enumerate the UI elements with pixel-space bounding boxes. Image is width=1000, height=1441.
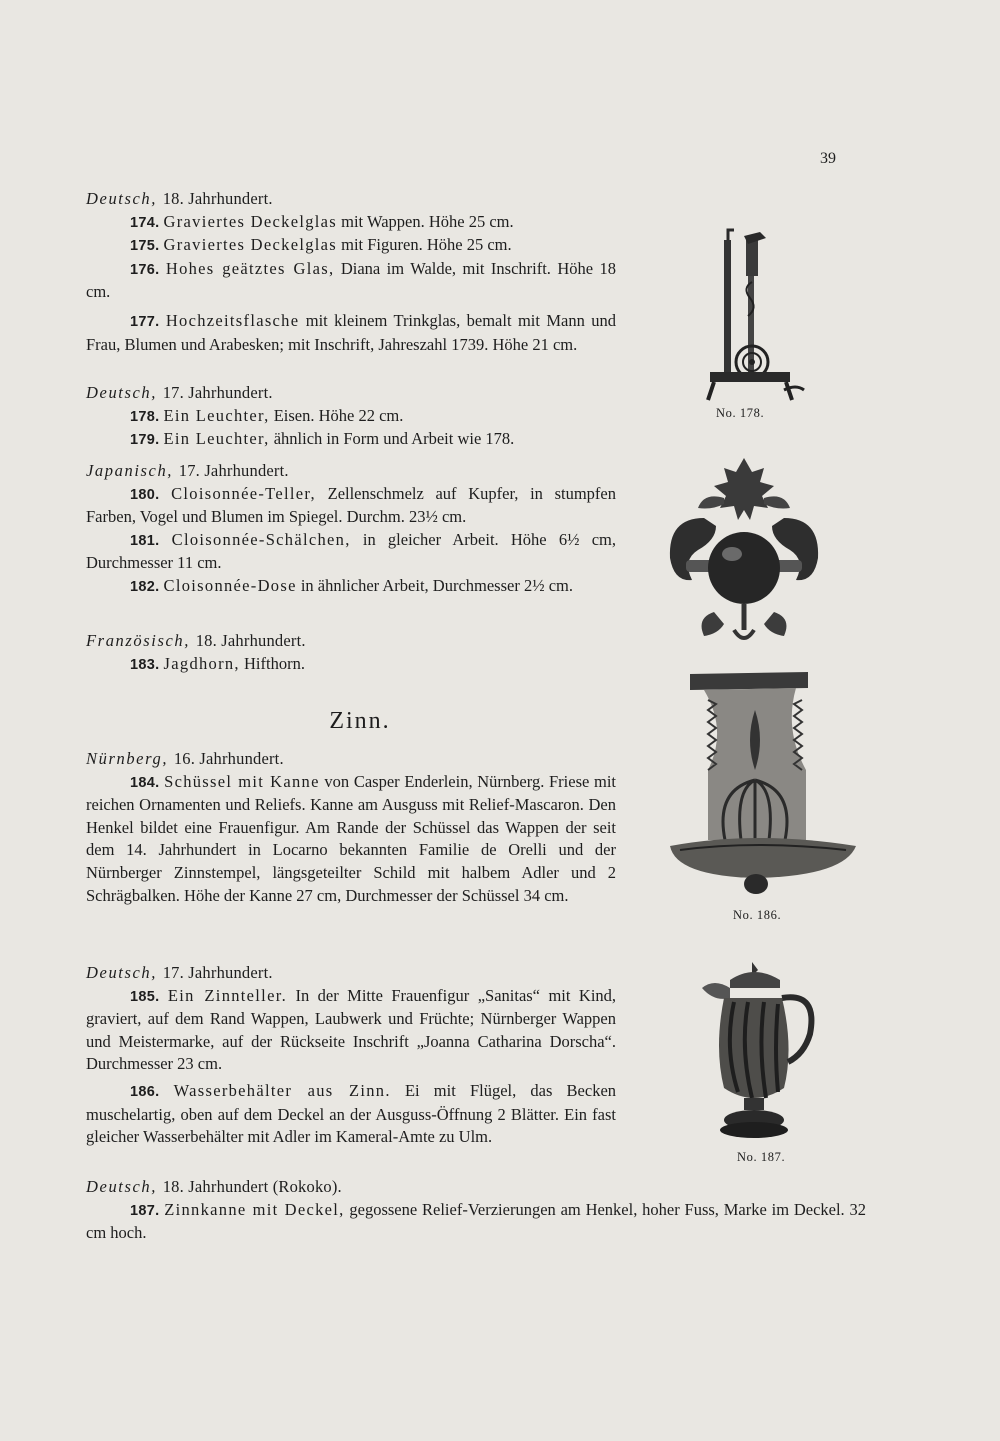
candlestick-illustration: [700, 222, 810, 407]
pewter-jug-illustration: [694, 958, 824, 1142]
catalog-entry-184: 184. Schüssel mit Kanne von Casper Enderlein, Nürnberg. Friese mit reichen Ornamenten und Reliefs. Kanne am Ausguss mit Relief-Mascaron. Den Henkel bildet eine Frauenfigur. Am Rande der Schüssel das Wappen der seit dem 14. Jahrhundert in Locarno bekannten Familie de Orelli und der Nürnberger Zinnstempel, längsgeteilter Schild mit halbem Adler und 2 Schrägbalken. Höhe der Kanne 27 cm, Durchmesser der Schüssel 34 cm.: [86, 771, 617, 905]
catalog-entry-179: 179. Ein Leuchter, ähnlich in Form und Arbeit wie 178.: [130, 429, 515, 449]
section-japanisch-17: [86, 460, 616, 599]
section-deutsch-18-rokoko: [86, 1176, 866, 1245]
catalog-entry-174: 174. Graviertes Deckelglas mit Wappen. Höhe 25 cm.: [130, 211, 514, 231]
section-origin: Deutsch, 17. Jahrhundert.: [86, 383, 273, 402]
catalog-entry-181: 181. Cloisonnée-Schälchen, in gleicher Arbeit. Höhe 6½ cm, Durchmesser 11 cm.: [86, 529, 617, 573]
figure-caption: No. 178.: [716, 406, 765, 420]
catalog-entry-182: 182. Cloisonnée-Dose in ähnlicher Arbeit, Durchmesser 2½ cm.: [130, 575, 573, 595]
section-nuernberg-16: [86, 748, 616, 907]
section-origin: Deutsch, 17. Jahrhundert.: [86, 963, 273, 982]
figure-caption: No. 187.: [737, 1150, 786, 1164]
catalog-entry-176: 176. Hohes geätztes Glas, Diana im Walde, mit Inschrift. Höhe 18 cm.: [86, 258, 617, 302]
catalog-entry-186: 186. Wasserbehälter aus Zinn. Ei mit Flügel, das Becken muschelartig, oben auf dem Deckel an der Ausguss-Öffnung 2 Blätter. Ein fast gleicher Wasserbehälter mit Adler im Kameral-Amte zu Ulm.: [86, 1080, 617, 1147]
water-basin-illustration: [656, 670, 870, 902]
section-deutsch-17: [86, 382, 616, 452]
section-origin: Französisch, 18. Jahrhundert.: [86, 631, 306, 650]
section-franzoesisch-18: [86, 630, 616, 676]
catalog-entry-177: 177. Hochzeitsflasche mit kleinem Trinkglas, bemalt mit Mann und Frau, Blumen und Arabesken; mit Inschrift, Jahreszahl 1739. Höhe 21 cm.: [86, 310, 617, 354]
catalog-entry-187: 187. Zinnkanne mit Deckel, gegossene Relief-Verzierungen am Henkel, hoher Fuss, Marke im Deckel. 32 cm hoch.: [86, 1199, 866, 1243]
section-heading-zinn: Zinn.: [329, 708, 391, 734]
catalog-entry-178: 178. Ein Leuchter, Eisen. Höhe 22 cm.: [130, 405, 404, 425]
catalog-entry-175: 175. Graviertes Deckelglas mit Figuren. Höhe 25 cm.: [130, 235, 512, 255]
catalog-entry-180: 180. Cloisonnée-Teller, Zellenschmelz auf Kupfer, in stumpfen Farben, Vogel und Blumen im Spiegel. Durchm. 23½ cm.: [86, 483, 616, 527]
ornamental-ball-illustration: [664, 452, 824, 664]
section-origin: Japanisch, 17. Jahrhundert.: [86, 461, 289, 480]
section-deutsch-17-zinn: [86, 962, 616, 1149]
section-origin: Deutsch, 18. Jahrhundert (Rokoko).: [86, 1177, 342, 1196]
section-origin: Deutsch, 18. Jahrhundert.: [86, 189, 273, 208]
figure-caption: No. 186.: [733, 908, 782, 922]
section-origin: Nürnberg, 16. Jahrhundert.: [86, 749, 284, 768]
page-number: 39: [820, 150, 836, 167]
catalog-entry-185: 185. Ein Zinnteller. In der Mitte Frauenfigur „Sanitas“ mit Kind, graviert, auf dem Rand Wappen, Laubwerk und Früchte; Nürnberger Wappen und Meistermarke, auf der Rückseite Inschrift „Joanna Catharina Dorscha“. Durchmesser 23 cm.: [86, 985, 617, 1074]
catalog-entry-183: 183. Jagdhorn, Hifthorn.: [130, 653, 305, 673]
section-deutsch-18: [86, 188, 616, 356]
